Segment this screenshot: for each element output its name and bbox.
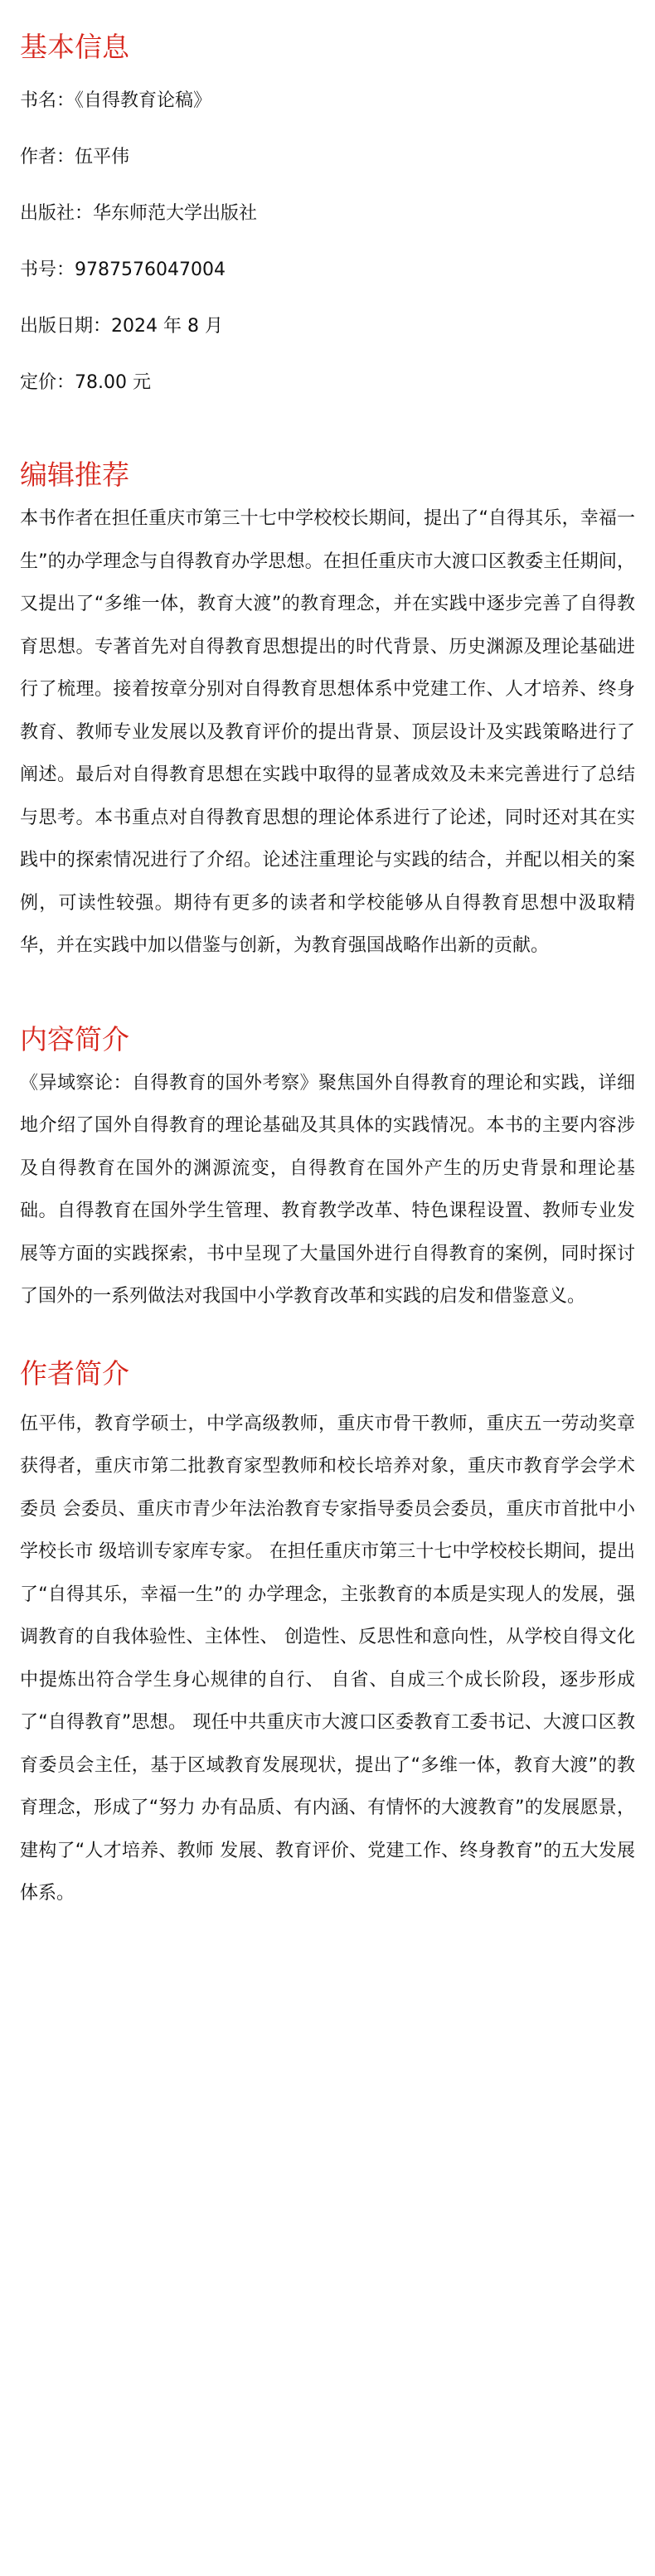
author-field: 作者：伍平伟 (20, 147, 130, 167)
editor-recommend-section (20, 456, 635, 968)
editor-recommend-heading: 编辑推荐 (20, 458, 129, 491)
author-intro-heading: 作者简介 (20, 1356, 129, 1390)
pub-date-field: 出版日期：2024 年 8 月 (20, 316, 223, 337)
author-intro-section (20, 1355, 635, 1915)
publisher-field: 出版社：华东师范大学出版社 (20, 203, 258, 224)
author-intro-text: 伍平伟，教育学硕士，中学高级教师，重庆市骨干教师，重庆五一劳动奖章 获得者，重庆市第二批教育家型教师和校长培养对象，重庆市教育学会学术委员 会委员、重庆市青少年法治教育专家指导委员会委员，重庆市首批中小学校长市 级培训专家库专家。 在担任重庆市第三十七中学校校长期间，提出了“自得其乐，幸福一生”的 办学理念，主张教育的本质是实现人的发展，强调教育的自我体验性、主体性、 创造性、反思性和意向性，从学校自得文化中提炼出符合学生身心规律的自行、 自省、自成三个成长阶段，逐步形成了“自得教育”思想。 现任中共重庆市大渡口区委教育工委书记、大渡口区教育委员会主任，基于区域教育发展现状，提出了“多维一体，教育大渡”的教育理念，形成了“努力 办有品质、有内涵、有情怀的大渡教育”的发展愿景，建构了“人才培养、教师 发展、教育评价、党建工作、终身教育”的五大发展体系。 (20, 1413, 635, 1904)
editor-recommend-text: 本书作者在担任重庆市第三十七中学校校长期间，提出了“自得其乐，幸福一生”的办学理念与自得教育办学思想。在担任重庆市大渡口区教委主任期间，又提出了“多维一体，教育大渡”的教育理念，并在实践中逐步完善了自得教育思想。专著首先对自得教育思想提出的时代背景、历史渊源及理论基础进行了梳理。接着按章分别对自得教育思想体系中党建工作、人才培养、终身教育、教师专业发展以及教育评价的提出背景、顶层设计及实践策略进行了阐述。最后对自得教育思想在实践中取得的显著成效及未来完善进行了总结与思考。本书重点对自得教育思想的理论体系进行了论述，同时还对其在实践中的探索情况进行了介绍。论述注重理论与实践的结合，并配以相关的案例，可读性较强。期待有更多的读者和学校能够从自得教育思想中汲取精华，并在实践中加以借鉴与创新，为教育强国战略作出新的贡献。 (20, 508, 635, 956)
basic-info-heading: 基本信息 (20, 31, 129, 63)
isbn-field: 书号：9787576047004 (20, 260, 226, 280)
book-name-field: 书名：《自得教育论稿》 (20, 90, 212, 111)
content-intro-text: 《异域察论：自得教育的国外考察》聚焦国外自得教育的理论和实践，详细地介绍了国外自得教育的理论基础及其具体的实践情况。本书的主要内容涉及自得教育在国外的渊源流变，自得教育在国外产生的历史背景和理论基础。自得教育在国外学生管理、教育教学改革、特色课程设置、教师专业发展等方面的实践探索，书中呈现了大量国外进行自得教育的案例，同时探讨了国外的一系列做法对我国中小学教育改革和实践的启发和借鉴意义。 (20, 1072, 635, 1307)
price-field: 定价：78.00 元 (20, 372, 151, 393)
content-intro-heading: 内容简介 (20, 1022, 129, 1055)
basic-info-section (20, 28, 635, 396)
content-intro-section (20, 1021, 635, 1318)
